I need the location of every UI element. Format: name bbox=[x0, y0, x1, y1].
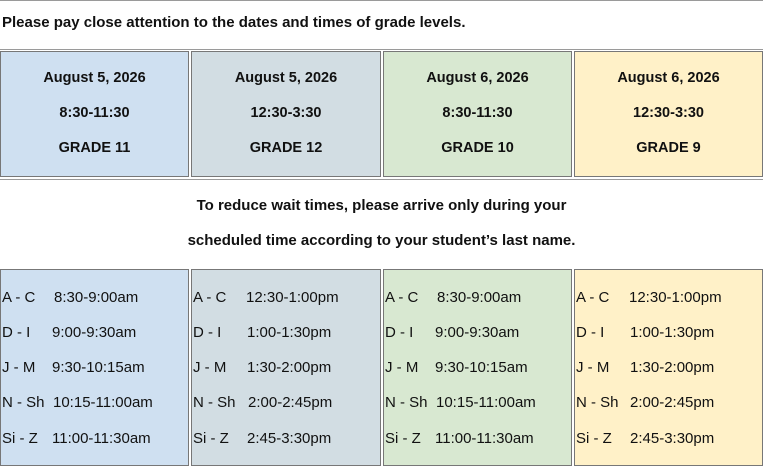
session-date: August 6, 2026 bbox=[617, 70, 720, 86]
divider bbox=[0, 49, 763, 50]
name-range: A - C bbox=[576, 289, 610, 306]
session-date: August 6, 2026 bbox=[426, 70, 529, 86]
slot-time: 12:30-1:00pm bbox=[629, 289, 722, 306]
slot-time: 11:00-11:30am bbox=[52, 430, 151, 447]
schedule-slot bbox=[576, 359, 714, 376]
schedule-slot bbox=[385, 394, 536, 411]
schedule-slot bbox=[576, 324, 714, 341]
schedule-slot bbox=[2, 324, 136, 341]
name-range: N - Sh bbox=[385, 394, 428, 411]
session-time: 8:30-11:30 bbox=[59, 105, 130, 121]
name-range: N - Sh bbox=[576, 394, 619, 411]
slot-time: 8:30-9:00am bbox=[437, 289, 522, 306]
name-range: D - I bbox=[193, 324, 222, 341]
schedule-slot bbox=[193, 359, 331, 376]
session-date: August 5, 2026 bbox=[43, 70, 146, 86]
name-range: J - M bbox=[385, 359, 419, 376]
divider bbox=[0, 179, 763, 180]
schedule-slot bbox=[385, 289, 521, 306]
session-time: 12:30-3:30 bbox=[250, 105, 322, 121]
instructions-line-2: scheduled time according to your student’s last name. bbox=[187, 232, 576, 249]
session-cell bbox=[574, 51, 763, 177]
schedule-cell bbox=[0, 269, 189, 466]
name-range: D - I bbox=[385, 324, 414, 341]
name-range: Si - Z bbox=[385, 430, 421, 447]
schedule-slot bbox=[193, 289, 339, 306]
schedule-cell bbox=[191, 269, 381, 466]
slot-time: 1:00-1:30pm bbox=[247, 324, 332, 341]
schedule-cell bbox=[383, 269, 572, 466]
session-cell bbox=[383, 51, 572, 177]
schedule-slot bbox=[385, 324, 519, 341]
instructions-line-1: To reduce wait times, please arrive only during your bbox=[196, 197, 567, 214]
slot-time: 1:00-1:30pm bbox=[630, 324, 715, 341]
slot-time: 2:45-3:30pm bbox=[247, 430, 332, 447]
session-grade: GRADE 9 bbox=[636, 140, 701, 156]
top-border bbox=[0, 0, 763, 1]
slot-time: 2:00-2:45pm bbox=[248, 394, 333, 411]
schedule-slot bbox=[2, 289, 138, 306]
name-range: N - Sh bbox=[2, 394, 45, 411]
slot-time: 10:15-11:00am bbox=[53, 394, 153, 411]
name-range: J - M bbox=[193, 359, 227, 376]
name-range: D - I bbox=[576, 324, 605, 341]
name-range: J - M bbox=[2, 359, 36, 376]
name-range: A - C bbox=[193, 289, 227, 306]
slot-time: 1:30-2:00pm bbox=[247, 359, 332, 376]
slot-time: 2:45-3:30pm bbox=[630, 430, 715, 447]
schedule-slot bbox=[2, 394, 153, 411]
schedule-slot bbox=[385, 359, 528, 376]
slot-time: 12:30-1:00pm bbox=[246, 289, 339, 306]
schedule-slot bbox=[385, 430, 534, 447]
name-range: Si - Z bbox=[576, 430, 612, 447]
schedule-slot bbox=[576, 430, 714, 447]
slot-time: 9:00-9:30am bbox=[52, 324, 137, 341]
slot-time: 1:30-2:00pm bbox=[630, 359, 715, 376]
schedule-slot bbox=[193, 430, 331, 447]
session-grade: GRADE 12 bbox=[249, 140, 323, 156]
slot-time: 2:00-2:45pm bbox=[630, 394, 715, 411]
slot-time: 8:30-9:00am bbox=[54, 289, 139, 306]
session-grade: GRADE 10 bbox=[441, 140, 514, 156]
name-range: D - I bbox=[2, 324, 31, 341]
session-time: 8:30-11:30 bbox=[442, 105, 513, 121]
slot-time: 9:30-10:15am bbox=[52, 359, 145, 376]
name-range: Si - Z bbox=[193, 430, 229, 447]
session-cell bbox=[0, 51, 189, 177]
schedule-slot bbox=[193, 394, 332, 411]
name-range: Si - Z bbox=[2, 430, 38, 447]
slot-time: 9:00-9:30am bbox=[435, 324, 520, 341]
name-range: A - C bbox=[2, 289, 36, 306]
name-range: J - M bbox=[576, 359, 610, 376]
schedule-slot bbox=[576, 289, 722, 306]
notice-text: Please pay close attention to the dates and times of grade levels. bbox=[2, 14, 466, 31]
session-cell bbox=[191, 51, 381, 177]
slot-time: 11:00-11:30am bbox=[435, 430, 534, 447]
schedule-slot bbox=[193, 324, 331, 341]
schedule-slot bbox=[576, 394, 714, 411]
slot-time: 10:15-11:00am bbox=[436, 394, 536, 411]
schedule-slot bbox=[2, 430, 151, 447]
name-range: A - C bbox=[385, 289, 419, 306]
slot-time: 9:30-10:15am bbox=[435, 359, 528, 376]
session-grade: GRADE 11 bbox=[58, 140, 131, 156]
schedule-cell bbox=[574, 269, 763, 466]
session-time: 12:30-3:30 bbox=[633, 105, 704, 121]
session-date: August 5, 2026 bbox=[234, 70, 338, 86]
name-range: N - Sh bbox=[193, 394, 236, 411]
schedule-slot bbox=[2, 359, 145, 376]
